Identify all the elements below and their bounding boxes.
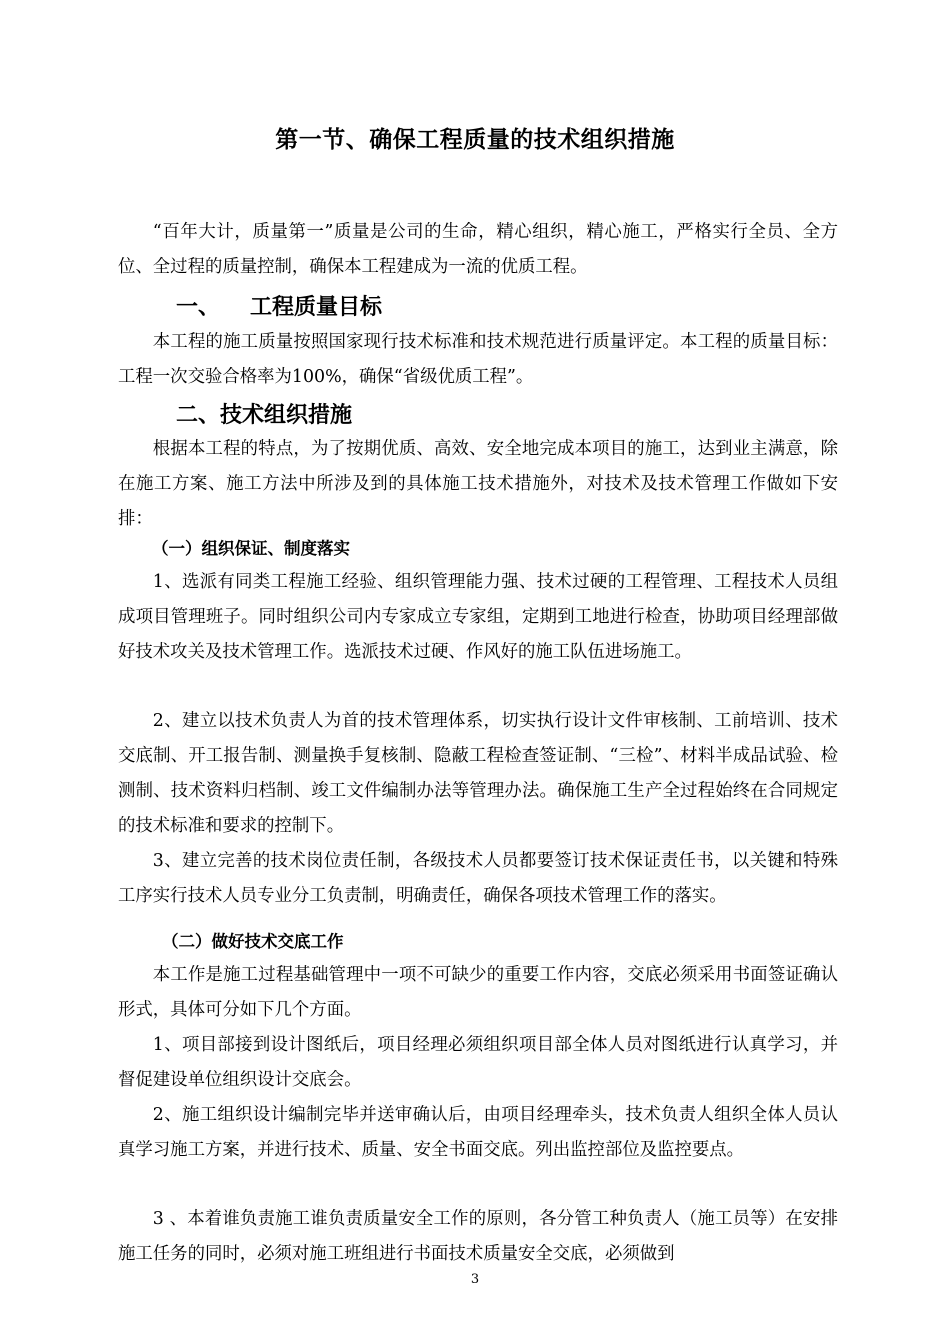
section1-title: 工程质量目标 — [250, 295, 383, 320]
sub1-item-3: 3、建立完善的技术岗位责任制，各级技术人员都要签订技术保证责任书，以关键和特殊工序实行技术人员专业分工负责制，明确责任，确保各项技术管理工作的落实。 — [118, 851, 838, 906]
section2-heading: 二、技术组织措施 — [176, 403, 353, 428]
sub2-intro: 本工作是施工过程基础管理中一项不可缺少的重要工作内容，交底必须采用书面签证确认形式，具体可分如下几个方面。 — [118, 965, 838, 1020]
section1-number: 一、 — [176, 295, 221, 320]
page-title: 第一节、确保工程质量的技术组织措施 — [275, 127, 675, 153]
section1-heading — [176, 288, 382, 328]
sub1-heading: （一）组织保证、制度落实 — [152, 539, 350, 558]
sub1-item-2: 2、建立以技术负责人为首的技术管理体系，切实执行设计文件审核制、工前培训、技术交底制、开工报告制、测量换手复核制、隐蔽工程检查签证制、“三检”、材料半成品试验、检测制、技术资料归档制、竣工文件编制办法等管理办法。确保施工生产全过程始终在合同规定的技术标准和要求的控制下。 — [118, 711, 838, 836]
sub1-item-1: 1、选派有同类工程施工经验、组织管理能力强、技术过硬的工程管理、工程技术人员组成项目管理班子。同时组织公司内专家成立专家组，定期到工地进行检查，协助项目经理部做好技术攻关及技术管理工作。选派技术过硬、作风好的施工队伍进场施工。 — [118, 572, 838, 662]
sub2-item-1: 1、项目部接到设计图纸后，项目经理必须组织项目部全体人员对图纸进行认真学习，并督促建设单位组织设计交底会。 — [118, 1035, 838, 1090]
sub2-item-3: 3 、本着谁负责施工谁负责质量安全工作的原则，各分管工种负责人（施工员等）在安排施工任务的同时，必须对施工班组进行书面技术质量安全交底，必须做到 — [118, 1209, 838, 1264]
section1-paragraph: 本工程的施工质量按照国家现行技术标准和技术规范进行质量评定。本工程的质量目标：工程一次交验合格率为100%，确保“省级优质工程”。 — [118, 332, 838, 387]
sub2-item-2: 2、施工组织设计编制完毕并送审确认后，由项目经理牵头，技术负责人组织全体人员认真学习施工方案，并进行技术、质量、安全书面交底。列出监控部位及监控要点。 — [118, 1105, 838, 1160]
page-number: 3 — [470, 1272, 480, 1287]
section2-paragraph: 根据本工程的特点，为了按期优质、高效、安全地完成本项目的施工，达到业主满意，除在施工方案、施工方法中所涉及到的具体施工技术措施外，对技术及技术管理工作做如下安排： — [118, 439, 838, 529]
intro-paragraph: “百年大计，质量第一”质量是公司的生命，精心组织，精心施工，严格实行全员、全方位、全过程的质量控制，确保本工程建成为一流的优质工程。 — [118, 222, 838, 277]
sub2-heading: （二）做好技术交底工作 — [162, 932, 344, 951]
